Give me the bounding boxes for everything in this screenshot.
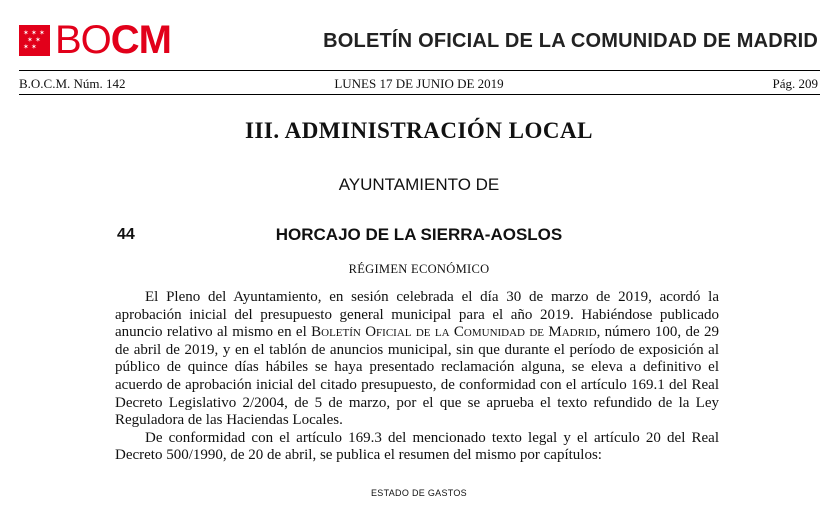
issue-number: B.O.C.M. Núm. 142 <box>19 76 126 91</box>
municipality-name: HORCAJO DE LA SIERRA-AOSLOS <box>275 225 563 244</box>
issue-date: LUNES 17 DE JUNIO DE 2019 <box>334 76 504 91</box>
subheading: RÉGIMEN ECONÓMICO <box>348 262 490 276</box>
logo-text-prefix: BO <box>55 18 111 62</box>
logo-text-suffix: CM <box>110 18 172 62</box>
paragraph-1-text-cont: , número 100, de 29 de abril de 2019, y en el tablón de anuncios municipal, sin que durante el período de exposición al público de quince días hábiles se haya presentado reclamación alguna, se eleva a definitivo el acuerdo de aprobación inicial del citado presupuesto, de conformidad con el artículo 169.1 del Real Decreto Legislativo 2/2004, de 5 de marzo, por el que se aprueba el texto refundido de la Ley Reguladora de las Haciendas Locales. <box>115 324 719 429</box>
journal-title: BOLETÍN OFICIAL DE LA COMUNIDAD DE MADRID <box>323 30 818 52</box>
paragraph-1-text: El Pleno del Ayuntamiento, en sesión celebrada el día 30 de marzo de 2019, acordó la aprobación inicial del presupuesto general municipal para el año 2019. Habiéndose publicado anuncio relativo al mismo en el <box>115 289 719 341</box>
header-rule-top <box>19 70 820 71</box>
section-heading: III. ADMINISTRACIÓN LOCAL <box>245 118 593 143</box>
entry-number: 44 <box>117 226 135 243</box>
bocm-logo <box>19 20 171 60</box>
announcement-body <box>115 289 719 465</box>
ayuntamiento-heading: AYUNTAMIENTO DE <box>338 175 500 194</box>
header-rule-bottom <box>19 94 820 95</box>
paragraph-2: De conformidad con el artículo 169.3 del mencionado texto legal y el artículo 20 del Real Decreto 500/1990, de 20 de abril, se publica el resumen del mismo por capítulos: <box>115 429 719 464</box>
logo-text <box>55 20 171 60</box>
star-flag-icon: ✶ ✶ ✶ ✶ ✶ ✶ ✶ <box>19 25 50 56</box>
paragraph-1 <box>115 289 719 430</box>
page-number: Pág. 209 <box>772 76 818 91</box>
journal-reference: Boletín Oficial de la Comunidad de Madrid <box>311 324 597 341</box>
table-caption: ESTADO DE GASTOS <box>371 488 467 498</box>
